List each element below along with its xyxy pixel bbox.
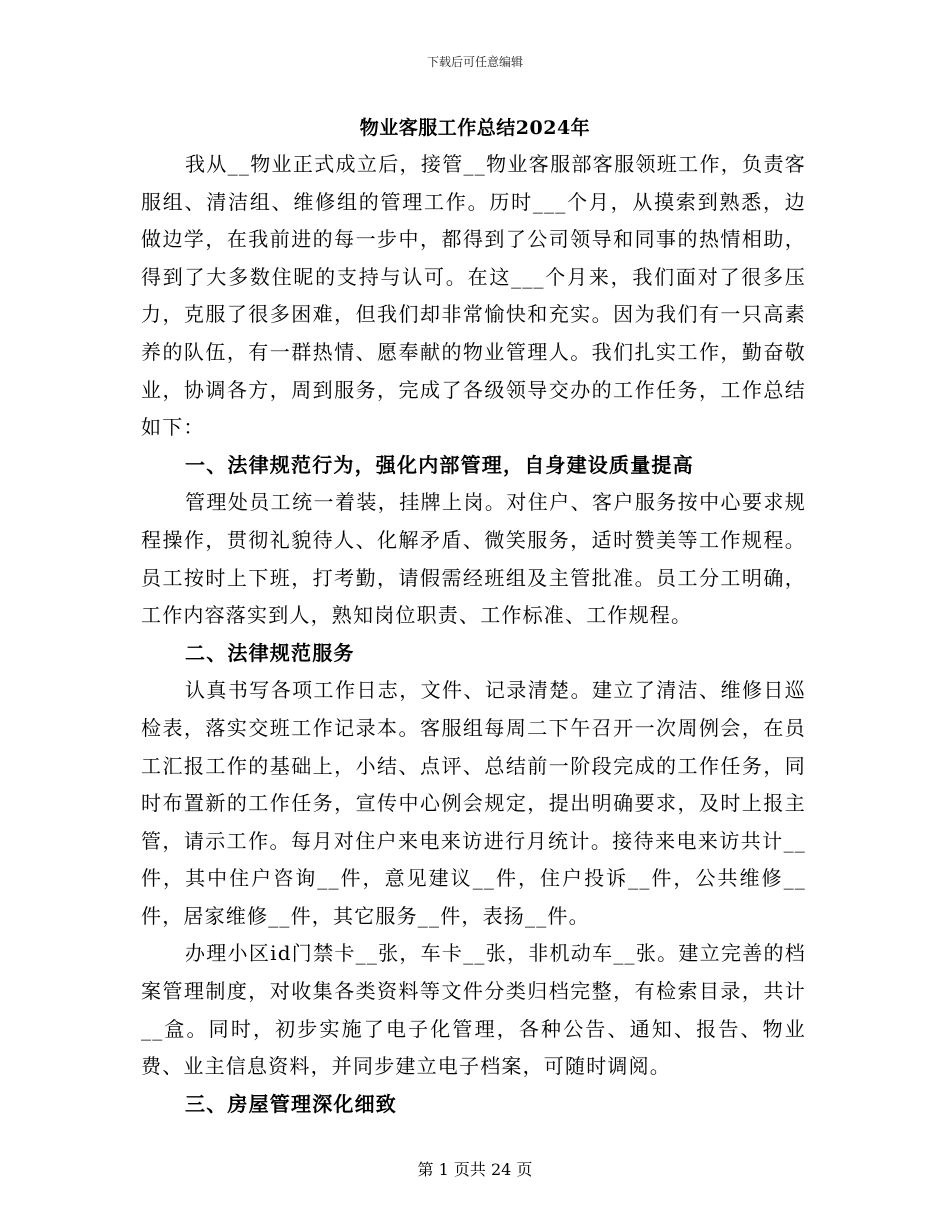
section-2-paragraph-1: 认真书写各项工作日志，文件、记录清楚。建立了清洁、维修日巡检表，落实交班工作记录本。客服组每周二下午召开一次周例会，在员工汇报工作的基础上，小结、点评、总结前一阶段完成的工作任务，同时布置新的工作任务，宣传中心例会规定，提出明确要求，及时上报主管，请示工作。每月对住户来电来访进行月统计。接待来电来访共计__件，其中住户咨询__件，意见建议__件，住户投诉__件，公共维修__件，居家维修__件，其它服务__件，表扬__件。 [141,678,806,928]
section-2-paragraph-2: 办理小区id门禁卡__张，车卡__张，非机动车__张。建立完善的档案管理制度，对收集各类资料等文件分类归档完整，有检索目录，共计__盒。同时，初步实施了电子化管理，各种公告、通知、报告、物业费、业主信息资料，并同步建立电子档案，可随时调阅。 [141,941,806,1079]
section-2-heading: 二、法律规范服务 [185,640,355,665]
document-title: 物业客服工作总结2024年 [359,117,591,139]
document-body [141,146,806,1123]
page-number: 第 1 页共 24 页 [417,1160,533,1179]
section-1-heading: 一、法律规范行为，强化内部管理，自身建设质量提高 [185,452,694,477]
section-1-paragraph: 管理处员工统一着装，挂牌上岗。对住户、客户服务按中心要求规程操作，贯彻礼貌待人、化解矛盾、微笑服务，适时赞美等工作规程。员工按时上下班，打考勤，请假需经班组及主管批准。员工分工明确，工作内容落实到人，熟知岗位职责、工作标准、工作规程。 [141,490,806,628]
section-3-heading: 三、房屋管理深化细致 [185,1091,397,1116]
download-edit-note: 下载后可任意编辑 [426,55,523,69]
intro-paragraph: 我从__物业正式成立后，接管__物业客服部客服领班工作，负责客服组、清洁组、维修组的管理工作。历时___个月，从摸索到熟悉，边做边学，在我前进的每一步中，都得到了公司领导和同事的热情相助，得到了大多数住昵的支持与认可。在这___个月来，我们面对了很多压力，克服了很多困难，但我们却非常愉快和充实。因为我们有一只高素养的队伍，有一群热情、愿奉献的物业管理人。我们扎实工作，勤奋敬业，协调各方，周到服务，完成了各级领导交办的工作任务，工作总结如下： [141,152,806,440]
